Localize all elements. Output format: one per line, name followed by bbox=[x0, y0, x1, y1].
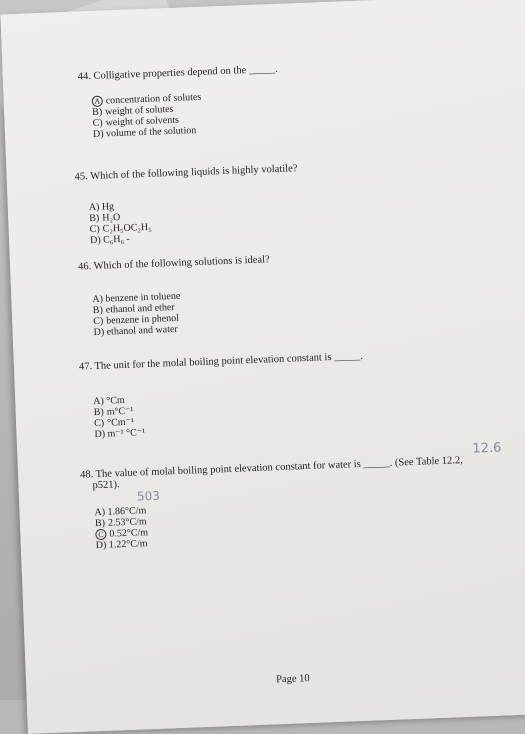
question-44-stem bbox=[78, 64, 278, 83]
question-text: The unit for the molal boiling point elevation constant is bbox=[94, 351, 332, 373]
option-text: °Cm⁻¹ bbox=[106, 416, 135, 429]
options-list bbox=[79, 89, 281, 141]
question-suffix: . bbox=[274, 63, 278, 75]
option-text: weight of solutes bbox=[104, 103, 174, 118]
answer-circle-icon: A bbox=[92, 96, 103, 107]
option-key: D) bbox=[92, 128, 104, 140]
option-text: ethanol and water bbox=[106, 323, 178, 338]
answer-blank: _____ bbox=[363, 457, 390, 470]
options-list bbox=[79, 287, 272, 338]
answer-blank: _____ bbox=[248, 63, 276, 76]
option-key: D) bbox=[95, 539, 107, 552]
question-text: Which of the following solutions is ideal? bbox=[93, 254, 270, 273]
option-key: D) bbox=[93, 326, 105, 339]
option-text: 1.22°C/m bbox=[108, 538, 148, 551]
option-text: m°C⁻¹ bbox=[106, 405, 134, 418]
option-key: D) bbox=[89, 234, 101, 247]
options-list bbox=[80, 386, 366, 441]
option-key: D) bbox=[94, 428, 106, 441]
option-text: weight of solvents bbox=[105, 114, 180, 129]
option-text: Hg bbox=[101, 201, 115, 213]
option-key: A) bbox=[88, 201, 100, 214]
option-key: C) bbox=[89, 223, 100, 236]
option-key: A) bbox=[94, 506, 106, 519]
option-key: A) bbox=[93, 395, 105, 408]
answer-circle-icon: C bbox=[95, 529, 106, 540]
question-44 bbox=[78, 64, 281, 141]
option-text: 1.86°C/m bbox=[107, 505, 147, 518]
option-text: H₂O bbox=[102, 211, 121, 224]
option-key: A) bbox=[92, 293, 104, 306]
option-key: B) bbox=[93, 406, 104, 419]
option-text: ethanol and ether bbox=[105, 301, 175, 316]
question-text-line2: p521). bbox=[92, 479, 120, 492]
option-text: 2.53°C/m bbox=[107, 516, 147, 529]
question-text: Colligative properties depend on the bbox=[93, 65, 247, 82]
question-45 bbox=[74, 163, 300, 247]
option-text: °Cm bbox=[106, 394, 125, 407]
handwritten-note-table: 12.6 bbox=[472, 440, 502, 457]
option-text: 0.52°C/m bbox=[109, 527, 149, 540]
options-list bbox=[76, 194, 300, 247]
option-key: B) bbox=[91, 106, 103, 118]
question-47 bbox=[79, 351, 366, 441]
question-46 bbox=[78, 254, 273, 338]
option-text: volume of the solution bbox=[105, 125, 197, 140]
option-key: C) bbox=[93, 417, 105, 430]
option-key: C) bbox=[92, 117, 103, 129]
question-45-stem bbox=[74, 163, 297, 183]
option-text: benzene in phenol bbox=[106, 312, 180, 327]
question-number: 45. bbox=[74, 171, 89, 183]
option-text: C₆H₆ - bbox=[102, 233, 131, 246]
question-number: 48. bbox=[79, 469, 94, 481]
option-key: B) bbox=[89, 212, 100, 225]
question-number: 47. bbox=[78, 361, 93, 373]
question-text: Which of the following liquids is highly volatile? bbox=[90, 163, 298, 183]
answer-blank: _____ bbox=[333, 350, 361, 363]
option-text: C₂H₅OC₂H₅ bbox=[102, 221, 152, 235]
option-key: B) bbox=[94, 517, 106, 530]
option-key: C) bbox=[93, 315, 104, 328]
question-46-stem bbox=[78, 254, 270, 272]
page-number: Page 10 bbox=[275, 673, 310, 686]
question-47-stem bbox=[79, 351, 363, 373]
option-key: B) bbox=[92, 304, 104, 317]
question-number: 44. bbox=[77, 71, 92, 83]
option-text: m⁻¹ °C⁻¹ bbox=[107, 427, 146, 440]
handwritten-note-page: 503 bbox=[136, 488, 161, 504]
question-text: The value of molal boiling point elevation constant for water is bbox=[95, 458, 362, 481]
option-text: benzene in toluene bbox=[105, 290, 181, 305]
question-number: 46. bbox=[77, 261, 92, 273]
question-suffix: . bbox=[360, 350, 364, 362]
option-text: concentration of solutes bbox=[105, 91, 202, 107]
question-suffix: . (See Table 12.2, bbox=[389, 455, 463, 469]
